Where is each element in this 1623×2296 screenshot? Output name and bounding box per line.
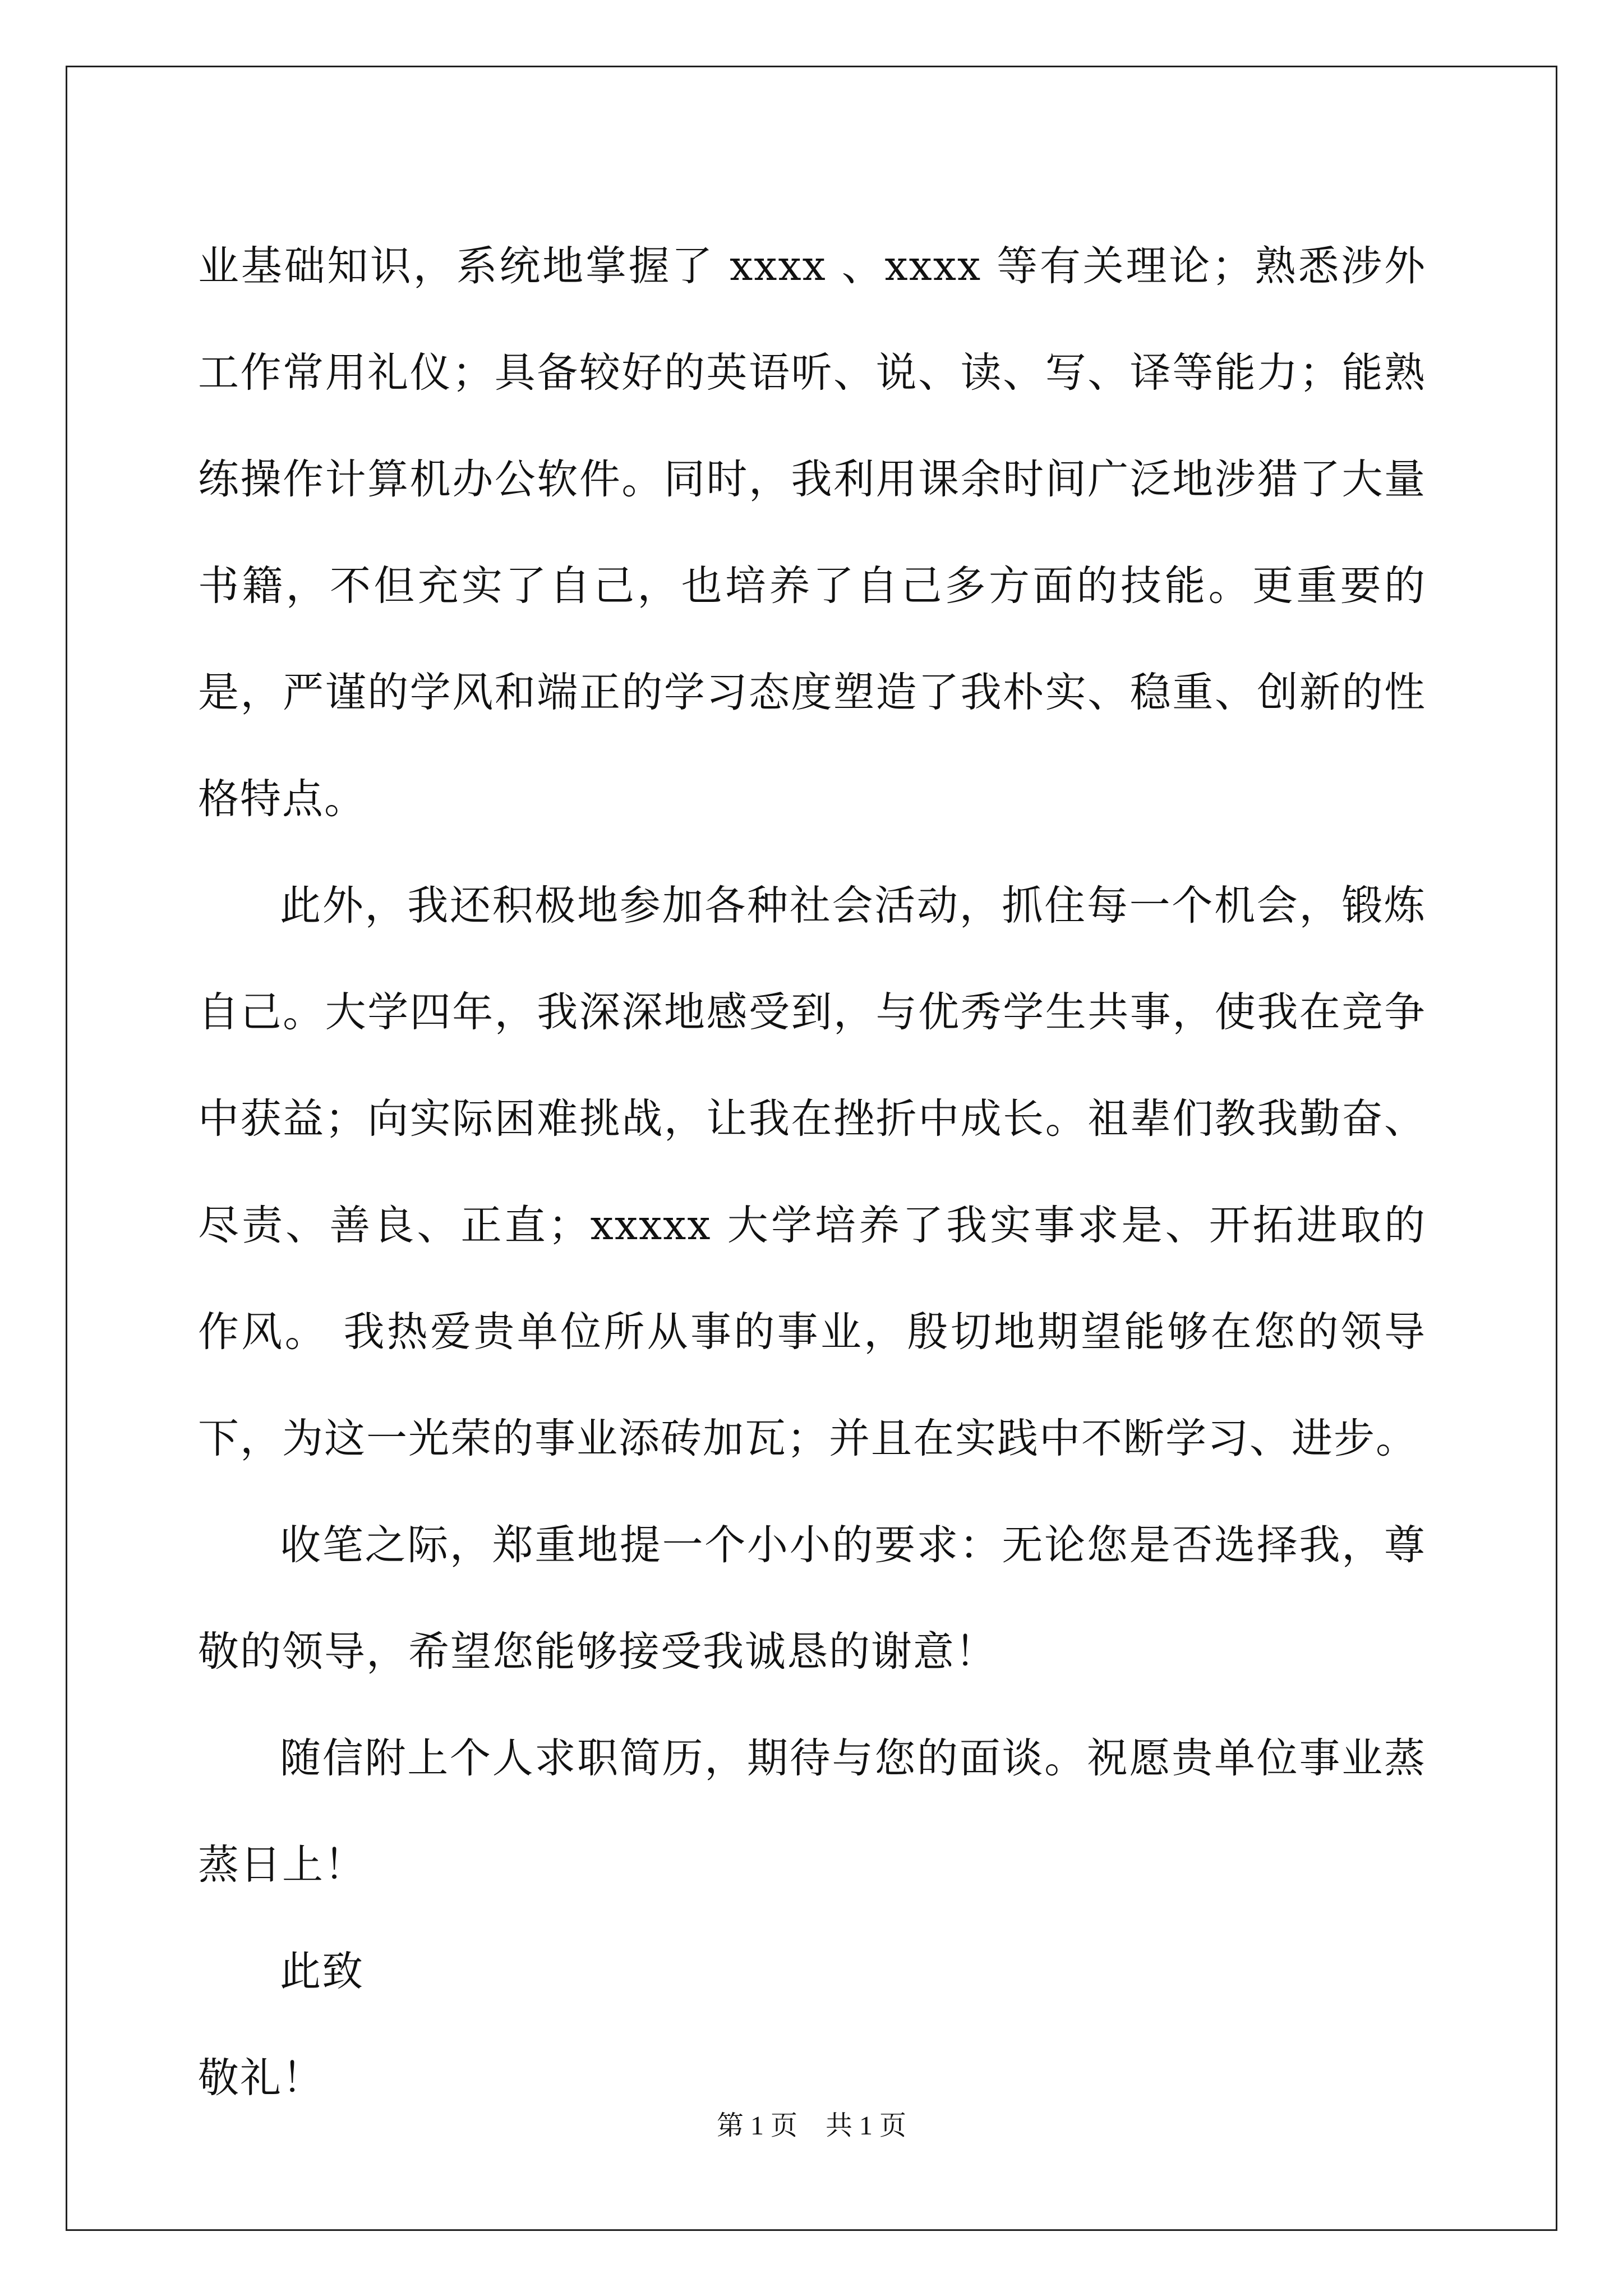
page-number-current: 第 1 页: [716, 2111, 797, 2141]
paragraph: 随信附上个人求职简历，期待与您的面谈。祝愿贵单位事业蒸蒸日上！: [198, 1734, 1426, 1889]
paragraph: 收笔之际，郑重地提一个小小的要求：无论您是否选择我，尊敬的领导，希望您能够接受我诚恳的谢意！: [198, 1521, 1426, 1676]
document-body: [198, 213, 1426, 2132]
page-footer: [0, 2104, 1623, 2142]
closing-regards: 敬礼！: [198, 2054, 324, 2102]
salutation-closing: 此致: [280, 1948, 364, 1995]
paragraph: 此外，我还积极地参加各种社会活动，抓住每一个机会，锻炼自己。大学四年，我深深地感受到，与优秀学生共事，使我在竞争中获益；向实际困难挑战，让我在挫折中成长。祖辈们教我勤奋、尽责、善良、正直；xxxxx 大学培养了我实事求是、开拓进取的作风。 我热爱贵单位所从事的事业，殷切地期望能够在您的领导下，为这一光荣的事业添砖加瓦；并且在实践中不断学习、进步。: [198, 882, 1426, 1462]
paragraph: 业基础知识，系统地掌握了 xxxx 、xxxx 等有关理论；熟悉涉外工作常用礼仪；具备较好的英语听、说、读、写、译等能力；能熟练操作计算机办公软件。同时，我利用课余时间广泛地涉猎了大量书籍，不但充实了自己，也培养了自己多方面的技能。更重要的是，严谨的学风和端正的学习态度塑造了我朴实、稳重、创新的性格特点。: [198, 242, 1426, 823]
page-number-total: 共 1 页: [826, 2111, 907, 2141]
